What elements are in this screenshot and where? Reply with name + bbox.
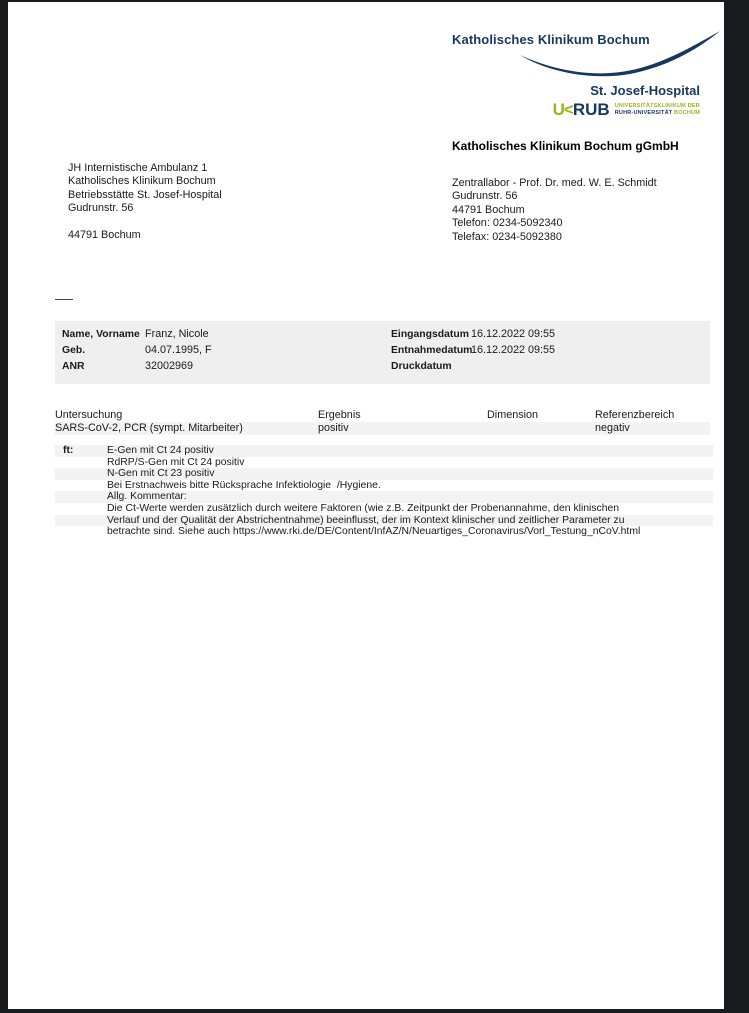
patient-label: Geb. — [62, 345, 86, 356]
date-label: Entnahmedatum — [391, 345, 473, 356]
patient-value: 32002969 — [145, 360, 194, 372]
hospital-name: St. Josef-Hospital — [590, 83, 700, 98]
fold-mark — [55, 299, 73, 300]
lab-line: 44791 Bochum — [452, 203, 525, 216]
footnote-line: Bei Erstnachweis bitte Rücksprache Infektiologie /Hygiene. — [107, 479, 381, 491]
result-row — [55, 422, 710, 435]
footnote-line: Allg. Kommentar: — [55, 491, 713, 503]
date-value: 16.12.2022 09:55 — [471, 344, 556, 356]
results-header-dimension: Dimension — [487, 409, 539, 421]
patient-row — [55, 360, 710, 376]
footnote-line: Die Ct-Werte werden zusätzlich durch weitere Faktoren (wie z.B. Zeitpunkt der Probenannahme, den klinischen — [107, 502, 620, 514]
ukrub-subtext-line1: UNIVERSITÄTSKLINIKUM DER — [614, 103, 700, 109]
recipient-line: JH Internistische Ambulanz 1 — [68, 162, 208, 174]
ukrub-subtext — [615, 103, 700, 117]
recipient-line: Katholisches Klinikum Bochum — [68, 175, 216, 188]
date-value: 16.12.2022 09:55 — [471, 328, 556, 340]
footnote-line: betrachte sind. Siehe auch https://www.rki.de/DE/Content/InfAZ/N/Neuartiges_Coronavirus/Vorl_Testung_nCoV.html — [107, 526, 641, 538]
footnote-label: ft: — [63, 445, 74, 456]
recipient-city: 44791 Bochum — [68, 229, 141, 242]
patient-label: ANR — [62, 361, 85, 372]
ukrub-subtext-line2 — [615, 110, 700, 117]
ukrub-logo — [553, 100, 700, 120]
lab-line: Telefon: 0234-5092340 — [452, 217, 563, 230]
footnote-line: Verlauf und der Qualität der Abstrichentnahme) beeinflusst, der im Kontext klinischer und zeitlicher Parameter zu — [55, 515, 713, 527]
ukrub-subtext-line2-blue: RUHR-UNIVERSITÄT — [614, 110, 675, 116]
patient-value: 04.07.1995, F — [145, 344, 212, 356]
lab-line: Gudrunstr. 56 — [452, 190, 518, 203]
ukrub-subtext-line2-green: BOCHUM — [674, 110, 700, 116]
patient-row — [55, 344, 710, 360]
result-test-name: SARS-CoV-2, PCR (sympt. Mitarbeiter) — [55, 422, 243, 434]
results-header-untersuchung: Untersuchung — [55, 409, 123, 421]
patient-label: Name, Vorname — [62, 329, 140, 340]
result-reference-range: negativ — [595, 422, 630, 434]
ukrub-wordmark — [553, 100, 610, 120]
footnote-line: N-Gen mit Ct 23 positiv — [55, 468, 713, 480]
recipient-line: Gudrunstr. 56 — [68, 202, 134, 215]
results-header-ergebnis: Ergebnis — [318, 409, 361, 421]
ukrub-rub: RUB — [572, 100, 610, 119]
results-header-referenzbereich: Referenzbereich — [595, 409, 675, 421]
report-page — [8, 2, 724, 1009]
date-label: Druckdatum — [391, 361, 452, 372]
date-label: Eingangsdatum — [391, 329, 469, 340]
footnote-block — [55, 445, 713, 538]
ukrub-uk: U< — [552, 100, 573, 119]
company-name: Katholisches Klinikum Bochum gGmbH — [452, 139, 679, 153]
logo-swoosh-icon — [520, 28, 720, 78]
result-value: positiv — [318, 422, 349, 434]
recipient-address — [68, 162, 222, 242]
clinic-logo-title: Katholisches Klinikum Bochum — [452, 32, 650, 47]
lab-line: Telefax: 0234-5092380 — [452, 230, 562, 243]
lab-line: Zentrallabor - Prof. Dr. med. W. E. Schmidt — [452, 177, 657, 189]
footnote-line: RdRP/S-Gen mit Ct 24 positiv — [107, 456, 245, 468]
footnote-line: E-Gen mit Ct 24 positiv — [55, 445, 713, 457]
patient-value: Franz, Nicole — [145, 328, 209, 340]
patient-row — [55, 328, 710, 344]
patient-info-box — [55, 321, 710, 384]
lab-address — [452, 177, 657, 244]
recipient-line: Betriebsstätte St. Josef-Hospital — [68, 188, 222, 201]
results-header-row — [8, 409, 724, 422]
